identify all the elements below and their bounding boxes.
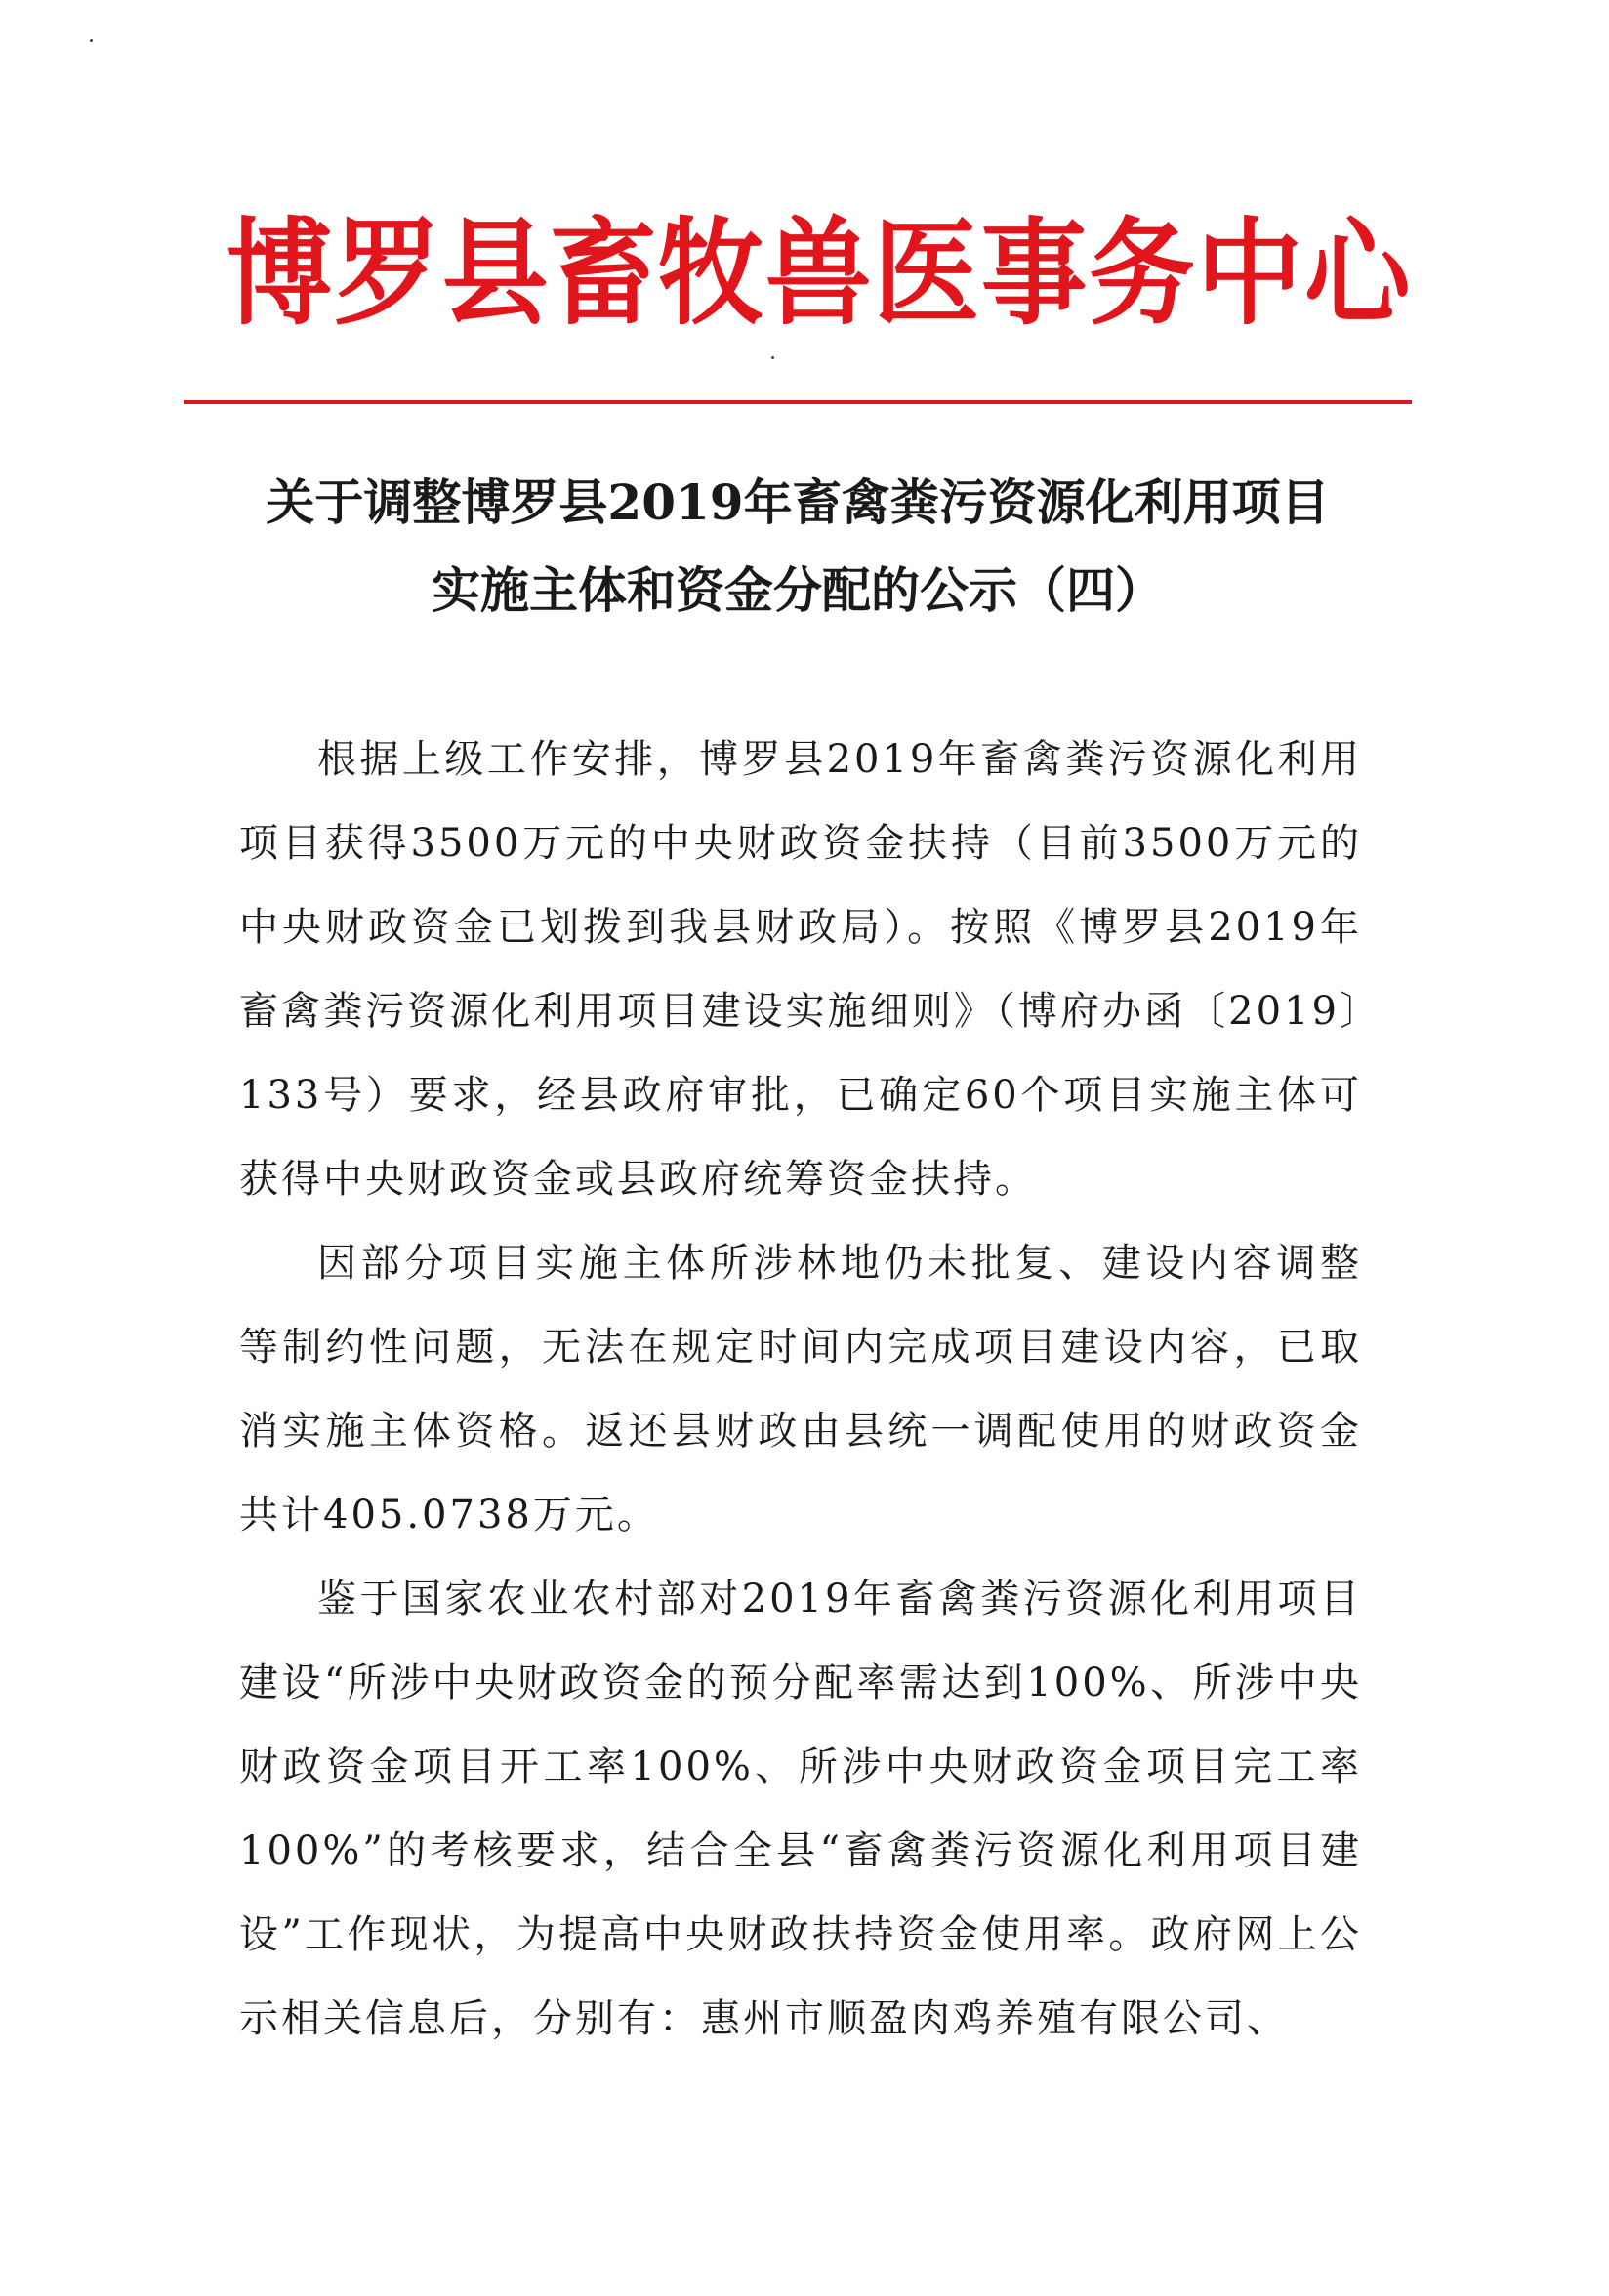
scan-speck bbox=[90, 39, 93, 42]
document-title bbox=[184, 459, 1412, 635]
title-line-1: 关于调整博罗县2019年畜禽粪污资源化利用项目 bbox=[266, 473, 1330, 531]
body-paragraph-3: 鉴于国家农业农村部对2019年畜禽粪污资源化利用项目建设“所涉中央财政资金的预分配率需达到100%、所涉中央财政资金项目开工率100%、所涉中央财政资金项目完工率100%”的考核要求，结合全县“畜禽粪污资源化利用项目建设”工作现状，为提高中央财政扶持资金使用率。政府网上公示相关信息后，分别有：惠州市顺盈肉鸡养殖有限公司、 bbox=[239, 1577, 1362, 2041]
body-paragraph-2: 因部分项目实施主体所涉林地仍未批复、建设内容调整等制约性问题，无法在规定时间内完成项目建设内容，已取消实施主体资格。返还县财政由县统一调配使用的财政资金共计405.0738万元。 bbox=[239, 1241, 1362, 1538]
letterhead-red-rule bbox=[184, 400, 1412, 404]
scan-speck bbox=[771, 356, 774, 359]
letterhead-organization: 博罗县畜牧兽医事务中心 bbox=[227, 205, 1413, 341]
body-paragraph-1: 根据上级工作安排，博罗县2019年畜禽粪污资源化利用项目获得3500万元的中央财政资金扶持（目前3500万元的中央财政资金已划拨到我县财政局）。按照《博罗县2019年畜禽粪污资源化利用项目建设实施细则》（博府办函〔2019〕133号）要求，经县政府审批，已确定60个项目实施主体可获得中央财政资金或县政府统筹资金扶持。 bbox=[239, 737, 1362, 1202]
title-line-2: 实施主体和资金分配的公示（四） bbox=[432, 561, 1164, 619]
document-body bbox=[239, 718, 1362, 2061]
